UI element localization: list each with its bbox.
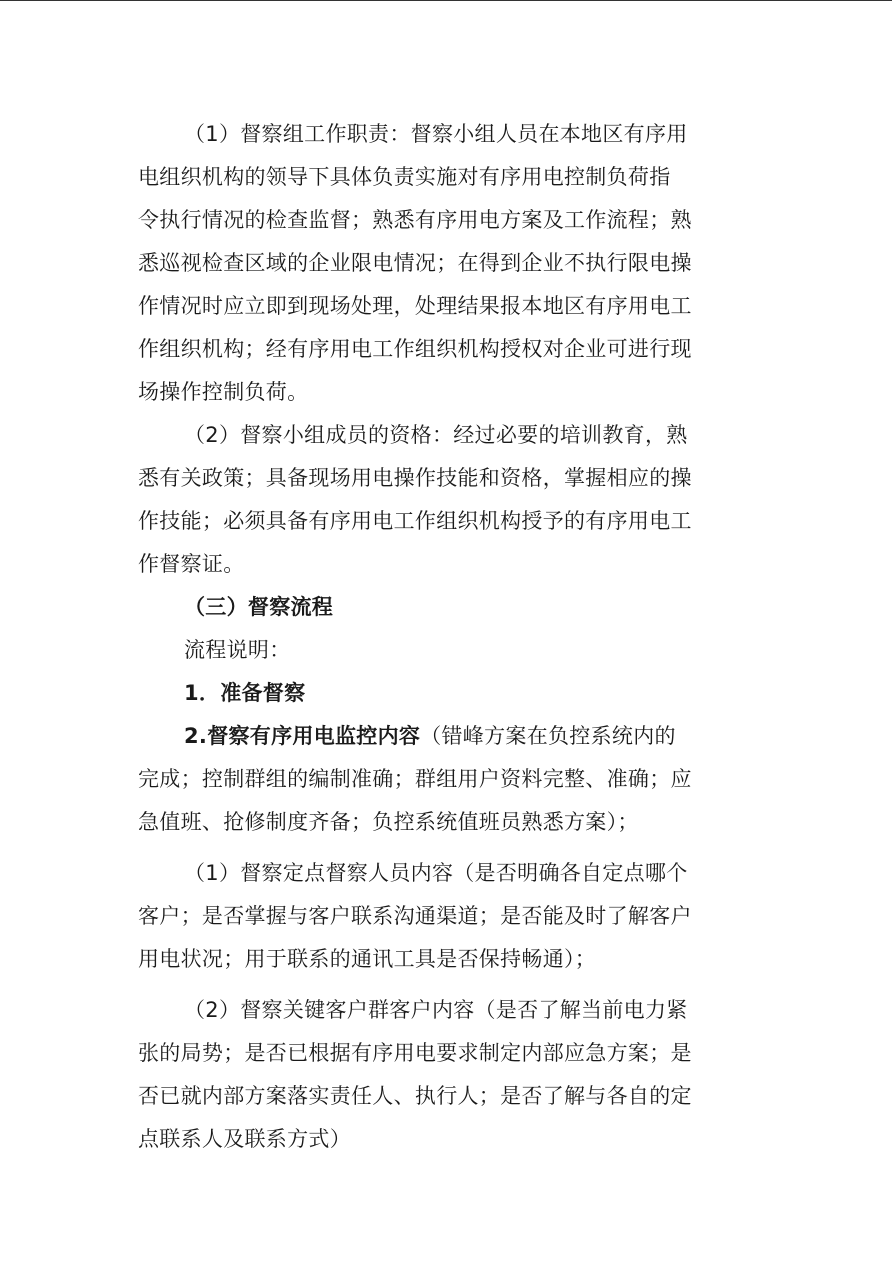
text-line: 场操作控制负荷。 — [138, 380, 309, 404]
text-line: 客户；是否掌握与客户联系沟通渠道；是否能及时了解客户 — [138, 904, 692, 928]
step-2-text: （错峰方案在负控系统内的 — [420, 724, 676, 748]
text-line: 急值班、抢修制度齐备；负控系统值班员熟悉方案）； — [138, 810, 639, 834]
step-2-paragraph — [138, 715, 750, 844]
text-line: 作组织机构；经有序用电工作组织机构授权对企业可进行现 — [138, 337, 692, 361]
text-line: （1）督察组工作职责：督察小组人员在本地区有序用 — [184, 122, 688, 146]
document-body — [138, 113, 750, 1161]
text-line: 点联系人及联系方式） — [138, 1127, 351, 1151]
text-line — [138, 715, 750, 758]
paragraph-duty — [138, 113, 750, 414]
text-line: 完成；控制群组的编制准确；群组用户资料完整、准确；应 — [138, 767, 692, 791]
text-line: 悉巡视检查区域的企业限电情况；在得到企业不执行限电操 — [138, 251, 692, 275]
text-line: 令执行情况的检查监督；熟悉有序用电方案及工作流程；熟 — [138, 208, 692, 232]
text-line: 电组织机构的领导下具体负责实施对有序用电控制负荷指 — [138, 165, 671, 189]
text-line: （2）督察小组成员的资格：经过必要的培训教育，熟 — [184, 423, 688, 447]
text-line: 作督察证。 — [138, 552, 245, 576]
spacer — [138, 844, 750, 852]
spacer — [138, 981, 750, 989]
text-line: 用电状况；用于联系的通讯工具是否保持畅通）； — [138, 947, 597, 971]
sub-item-1-paragraph — [138, 852, 750, 981]
sub-item-2-paragraph — [138, 989, 750, 1161]
flow-intro: 流程说明： — [184, 638, 291, 662]
top-border-line — [0, 0, 892, 1]
text-line: 否已就内部方案落实责任人、执行人；是否了解与各自的定 — [138, 1084, 692, 1108]
text-line: （2）督察关键客户群客户内容（是否了解当前电力紧 — [184, 998, 688, 1022]
text-line: （1）督察定点督察人员内容（是否明确各自定点哪个 — [184, 861, 688, 885]
paragraph-qualification — [138, 414, 750, 586]
text-line: 作技能；必须具备有序用电工作组织机构授予的有序用电工 — [138, 509, 692, 533]
text-line: 张的局势；是否已根据有序用电要求制定内部应急方案；是 — [138, 1041, 692, 1065]
text-line: 作情况时应立即到现场处理，处理结果报本地区有序用电工 — [138, 294, 692, 318]
text-line: 悉有关政策；具备现场用电操作技能和资格，掌握相应的操 — [138, 466, 692, 490]
section-heading: （三）督察流程 — [184, 595, 334, 619]
step-1-heading: 1．准备督察 — [184, 681, 306, 705]
step-2-heading: 2.督察有序用电监控内容 — [184, 724, 421, 748]
